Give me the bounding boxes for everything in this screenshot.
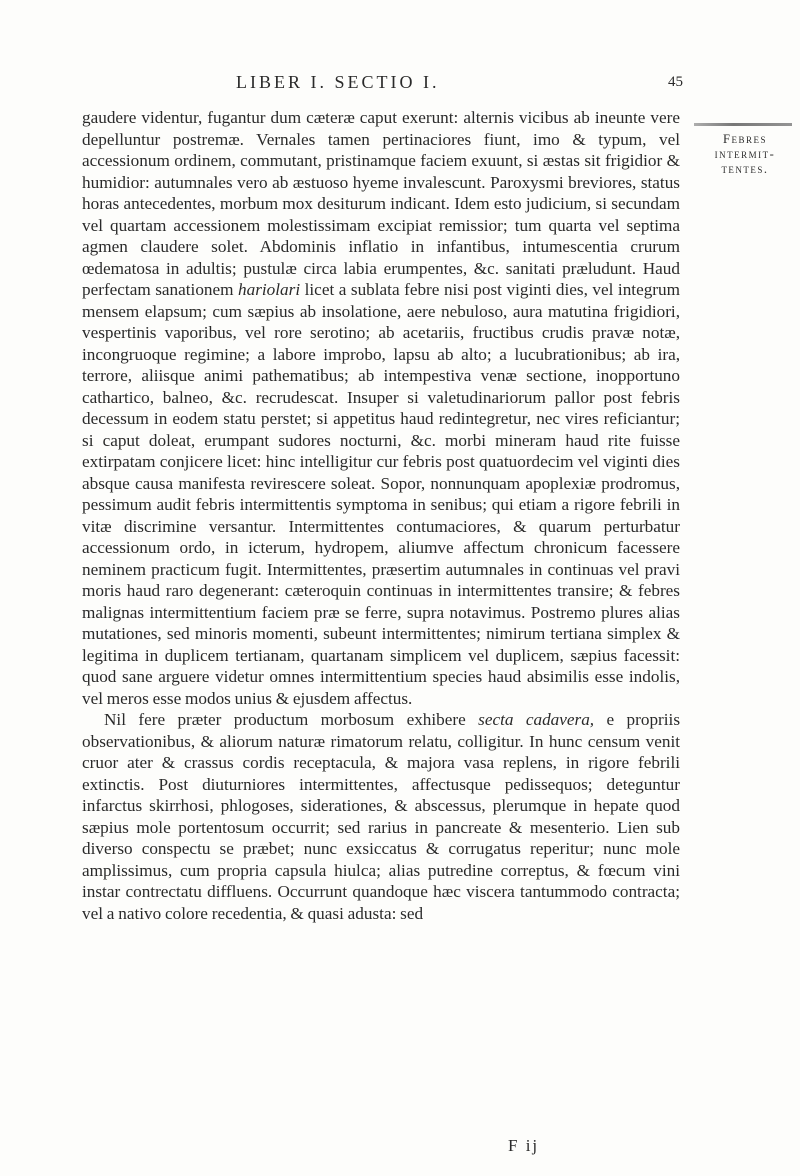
margin-note [696, 132, 794, 177]
paragraph-1-text-b: licet a sublata febre nisi post viginti dies, vel integrum mensem elapsum; cum sæpius ab insolatione, aere nebuloso, aura matutina frigidiori, vespertinis vaporibus, vel rore serotino; ab acetariis, fructibus crudis pravæ notæ, incongruoque regimine; a labore improbo, lapsu ab alto; a lucubrationibus; ab ira, terrore, aliisque animi pathematibus; ab intempestiva venæ sectione, inopportuno cathartico, balneo, &c. recrudescat. Insuper si valetudinariorum pallor post febris decessum in eodem statu perstet; si appetitus haud redintegretur, nec vires reficiantur; si caput doleat, erumpant sudores nocturni, &c. morbi mineram haud rite fuisse extirpatam conjicere licet: hinc intelligitur cur febris post quatuordecim vel viginti dies absque causa manifesta revirescere soleat. Sopor, nonnunquam apoplexiæ prodromus, pessimum audit febris intermittentis symptoma in senibus; qui etiam a rigore febrili in vitæ discrimine versantur. Intermittentes contumaciores, & quarum perturbatur accessionum ordo, in icterum, hydropem, aliumve affectum chronicum facessere neminem practicum fugit. Intermittentes, præsertim autumnales in continuas vel pravi moris haud raro degenerant: cæteroquin continuas in intermittentes transire; & febres malignas intermittentium faciem præ se ferre, supra notavimus. Postremo plures alias mutationes, sed minoris momenti, subeunt intermittentes; nimirum tertiana simplex & legitima in duplicem tertianam, quartanam simplicem vel duplicem, sæpius facessit: quod sane arguere videtur omnes intermittentium species haud absimilis esse indolis, vel meros esse modos unius & ejusdem affectus. [82, 280, 680, 708]
body-text [82, 107, 680, 924]
signature-mark: F ij [508, 1136, 540, 1155]
page-number: 45 [668, 74, 683, 90]
paragraph-2-text-b: e propriis observationibus, & aliorum naturæ rimatorum relatu, colligitur. In hunc censum venit cruor ater & crassus cordis receptacula, & majora vasa replens, in rigore febrili extinctis. Post diuturniores intermittentes, affectusque pedissequos; deteguntur infarctus skirrhosi, phlogoses, siderationes, & abscessus, plerumque in hepate quod sæpius mole portentosum occurrit; sed rarius in pancreate & mesenterio. Lien sub diverso conspectu se præbet; nunc exsiccatus & corrugatus reperitur; nunc mole amplissimus, cum propria capsula hiulca; alias putredine correptus, & fœcum vini instar contrectatu diffluens. Occurrunt quandoque hæc viscera tantummodo contracta; vel a nativo colore recedentia, & quasi adusta: sed [82, 710, 681, 923]
paragraph-2 [82, 709, 680, 924]
running-title: LIBER I. SECTIO I. [236, 72, 440, 92]
italic-term: hariolari [238, 280, 301, 299]
paragraph-1-text-a: gaudere videntur, fugantur dum cæteræ caput exerunt: alternis vicibus ab ineunte vere depelluntur postremæ. Vernales tamen pertinaciores fiunt, imo & typum, vel accessionum ordinem, commutant, pristinamque faciem exuunt, si æstas sit frigidior & humidior: autumnales vero ab æstuoso hyeme invalescunt. Paroxysmi breviores, status horas antecedentes, morbum mox desiturum indicant. Idem esto judicium, si secundam vel quartam accessionem molestissimam excipiat remissior; tum quarta vel septima agmen claudere solet. Abdominis inflatio in infantibus, intumescentia crurum œdematosa in adultis; pustulæ circa labia erumpentes, &c. sanitati præludunt. Haud perfectam sanationem [82, 108, 680, 299]
italic-term: secta cadavera, [478, 710, 595, 729]
paragraph-1 [82, 107, 680, 709]
margin-note-line: Febres [723, 132, 767, 146]
margin-rule [694, 123, 792, 126]
paragraph-2-text-a: Nil fere præter productum morbosum exhibere [104, 710, 479, 729]
margin-note-line: tentes. [721, 162, 769, 176]
margin-note-line: intermit- [714, 147, 776, 161]
